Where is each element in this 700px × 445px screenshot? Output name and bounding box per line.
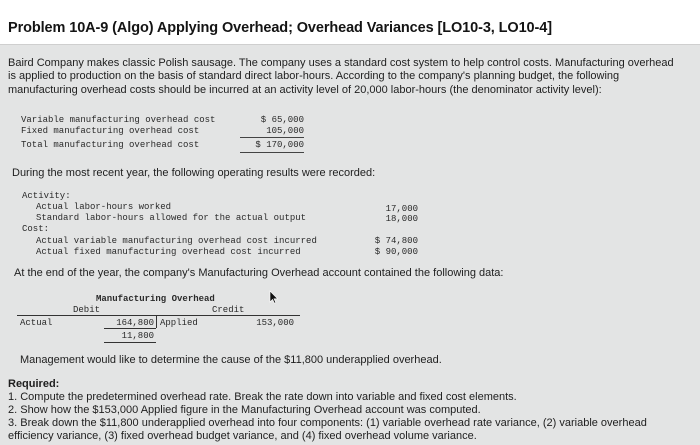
actual-hours-label: Actual labor-hours worked — [36, 202, 172, 212]
mouse-pointer-icon — [269, 290, 279, 304]
budget-label-variable: Variable manufacturing overhead cost — [21, 115, 216, 125]
t-account-actual-label: Actual — [20, 318, 53, 328]
actual-fixed-value: $ 90,000 — [374, 247, 418, 257]
budget-total-rule — [240, 152, 304, 153]
t-account-actual-value: 164,800 — [116, 318, 154, 328]
required-item-3a: 3. Break down the $11,800 underapplied overhead into four components: (1) variable overhead rate variance, (2) variable overhead — [8, 417, 647, 429]
required-item-1: 1. Compute the predetermined overhead rate. Break the rate down into variable and fixed cost elements. — [8, 391, 517, 403]
budget-value-variable: $ 65,000 — [260, 115, 304, 125]
t-account-vertical-rule — [156, 315, 157, 328]
activity-heading: Activity: — [22, 191, 71, 201]
t-account-horizontal-rule — [17, 315, 300, 316]
required-heading: Required: — [8, 378, 60, 390]
operating-results-intro: During the most recent year, the following operating results were recorded: — [12, 167, 376, 179]
page-title: Problem 10A-9 (Algo) Applying Overhead; Overhead Variances [LO10-3, LO10-4] — [8, 20, 552, 36]
actual-fixed-label: Actual fixed manufacturing overhead cost incurred — [36, 247, 301, 257]
actual-hours-value: 17,000 — [385, 204, 418, 214]
standard-hours-value: 18,000 — [385, 214, 418, 224]
t-account-balance-value: 11,800 — [121, 331, 154, 341]
budget-value-total: $ 170,000 — [255, 140, 304, 150]
t-account-balance-rule — [104, 328, 156, 329]
account-intro: At the end of the year, the company's Manufacturing Overhead account contained the following data: — [14, 267, 504, 279]
required-item-3b: efficiency variance, (3) fixed overhead budget variance, and (4) fixed overhead volume variance. — [8, 430, 477, 442]
management-statement: Management would like to determine the cause of the $11,800 underapplied overhead. — [20, 354, 442, 366]
t-account-title: Manufacturing Overhead — [96, 294, 215, 304]
t-account-balance-underline — [104, 342, 156, 343]
budget-label-total: Total manufacturing overhead cost — [21, 140, 200, 150]
intro-paragraph: Baird Company makes classic Polish sausage. The company uses a standard cost system to help control costs. Manufacturing overhead is applied to production on the basis of standard direct labor-hours. According to the company's planning budget, the following manufacturing overhead costs should be incurred at an activity level of 20,000 labor-hours (the denominator activity level): — [8, 57, 674, 96]
required-item-2: 2. Show how the $153,000 Applied figure in the Manufacturing Overhead account was computed. — [8, 404, 481, 416]
budget-value-fixed: 105,000 — [266, 126, 304, 136]
t-account-applied-value: 153,000 — [256, 318, 294, 328]
header-bar — [0, 0, 700, 45]
t-account-debit-heading: Debit — [73, 305, 101, 315]
actual-variable-value: $ 74,800 — [374, 236, 418, 246]
standard-hours-label: Standard labor-hours allowed for the actual output — [36, 213, 307, 223]
budget-subtotal-rule — [240, 137, 304, 138]
cost-heading: Cost: — [22, 224, 50, 234]
budget-label-fixed: Fixed manufacturing overhead cost — [21, 126, 200, 136]
actual-variable-label: Actual variable manufacturing overhead cost incurred — [36, 236, 317, 246]
t-account-credit-heading: Credit — [212, 305, 245, 315]
t-account-applied-label: Applied — [160, 318, 198, 328]
